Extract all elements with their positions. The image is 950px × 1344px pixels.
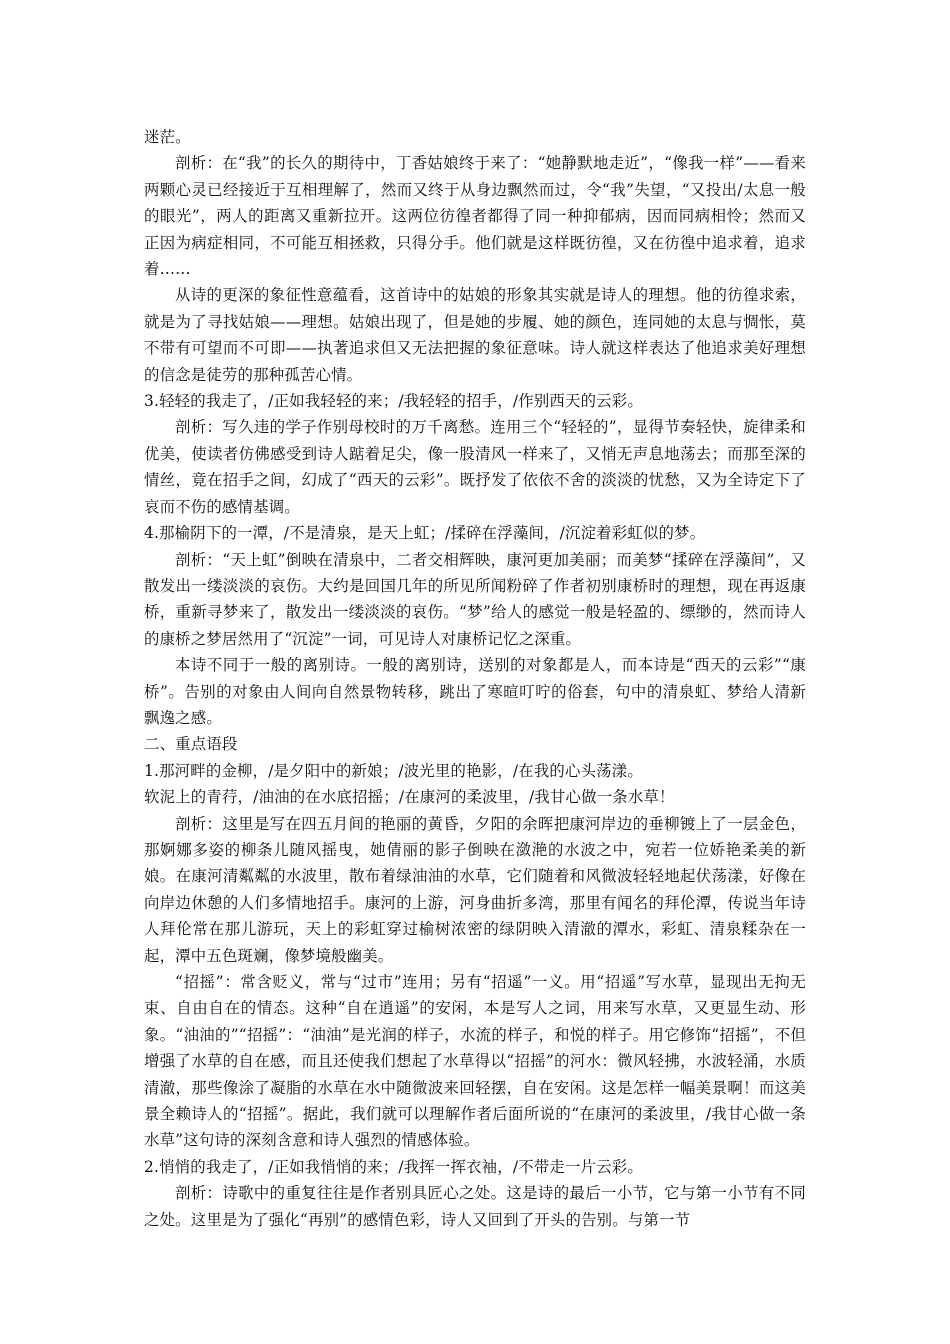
analysis-paragraph: 从诗的更深的象征性意蕴看，这首诗中的姑娘的形象其实就是诗人的理想。他的彷徨求索，就是为了寻找姑娘——理想。姑娘出现了，但是她的步履、她的颜色，连同她的太息与惆怅，莫不带有可望而不可即——执著追求但又无法把握的象征意味。诗人就这样表达了他追求美好理想的信念是徒劳的那种孤苦心情。 — [144, 286, 806, 384]
poem-quote-1-continued: 软泥上的青荇，/油油的在水底招摇；/在康河的柔波里，/我甘心做一条水草！ — [144, 788, 675, 807]
analysis-paragraph: 剖析：写久违的学子作别母校时的万千离愁。连用三个“轻轻的”，显得节奏轻快，旋律柔和优美，使读者仿佛感受到诗人踮着足尖，像一股清风一样来了，又悄无声息地荡去；而那至深的情丝，竟在招手之间，幻成了“西天的云彩”。既抒发了依依不舍的淡淡的忧愁，又为全诗定下了哀而不伤的感情基调。 — [144, 418, 806, 516]
poem-quote-1: 1.那河畔的金柳，/是夕阳中的新娘；/波光里的艳影，/在我的心头荡漾。 — [144, 761, 643, 780]
analysis-paragraph: 剖析：“天上虹”倒映在清泉中，二者交相辉映，康河更加美丽；而美梦“揉碎在浮藻间”，又散发出一缕淡淡的哀伤。大约是回国几年的所见所闻粉碎了作者初别康桥时的理想，现在再返康桥，重新寻梦来了，散发出一缕淡淡的哀伤。“梦”给人的感觉一般是轻盈的、缥缈的，然而诗人的康桥之梦居然用了“沉淀”一词，可见诗人对康桥记忆之深重。 — [144, 550, 806, 648]
summary-paragraph: 本诗不同于一般的离别诗。一般的离别诗，送别的对象都是人，而本诗是“西天的云彩”“康桥”。告别的对象由人间向自然景物转移，跳出了寒暄叮咛的俗套，句中的清泉虹、梦给人清新飘逸之感。 — [144, 656, 806, 727]
analysis-paragraph: 剖析：在“我”的长久的期待中，丁香姑娘终于来了：“她静默地走近”，“像我一样”——看来两颗心灵已经接近于互相理解了，然而又终于从身边飘然而过，令“我”失望，“又投出/太息一般的眼光”，两人的距离又重新拉开。这两位彷徨者都得了同一种抑郁病，因而同病相怜；然而又正因为病症相同，不可能互相拯救，只得分手。他们就是这样既彷徨，又在彷徨中追求着，追求着…… — [144, 154, 806, 279]
poem-quote-4: 4.那榆阴下的一潭，/不是清泉，是天上虹；/揉碎在浮藻间，/沉淀着彩虹似的梦。 — [144, 524, 706, 543]
analysis-paragraph: 剖析：这里是写在四五月间的艳丽的黄昏，夕阳的余晖把康河岸边的垂柳镀上了一层金色，那婀娜多姿的柳条儿随风摇曳，她倩丽的影子倒映在潋滟的水波之中，宛若一位娇艳柔美的新娘。在康河清粼粼的水波里，散布着绿油油的水草，它们随着和风微波轻轻地起伏荡漾，好像在向岸边休憩的人们多情地招手。康河的上游，河身曲折多湾，那里有闻名的拜伦潭，传说当年诗人拜伦常在那儿游玩，天上的彩虹穿过榆树浓密的绿阴映入清澈的潭水，彩虹、清泉糅杂在一起，潭中五色斑斓，像梦境般幽美。 — [144, 814, 806, 965]
poem-quote-3: 3.轻轻的我走了，/正如我轻轻的来；/我轻轻的招手，/作别西天的云彩。 — [144, 392, 643, 411]
section-heading: 二、重点语段 — [144, 735, 238, 754]
paragraph-continuation: 迷茫。 — [144, 128, 191, 146]
document-page — [144, 124, 806, 1233]
poem-quote-2: 2.悄悄的我走了，/正如我悄悄的来；/我挥一挥衣袖，/不带走一片云彩。 — [144, 1157, 643, 1176]
analysis-paragraph: “招摇”：常含贬义，常与“过市”连用；另有“招遥”一义。用“招遥”写水草，显现出无拘无束、自由自在的情态。这种“自在逍遥”的安闲，本是写人之词，用来写水草，又更显生动、形象。“油油的”“招摇”：“油油”是光润的样子，水流的样子，和悦的样子。用它修饰“招摇”，不但增强了水草的自在感，而且还使我们想起了水草得以“招摇”的河水：微风轻拂，水波轻涌，水质清澈，那些像涂了凝脂的水草在水中随微波来回轻摆，自在安闲。这是怎样一幅美景啊！而这美景全赖诗人的“招摇”。据此，我们就可以理解作者后面所说的“在康河的柔波里，/我甘心做一条水草”这句诗的深刻含意和诗人强烈的情感体验。 — [144, 973, 806, 1150]
analysis-paragraph: 剖析：诗歌中的重复往往是作者别具匠心之处。这是诗的最后一小节，它与第一小节有不同之处。这里是为了强化“再别”的感情色彩，诗人又回到了开头的告别。与第一节 — [144, 1184, 806, 1229]
